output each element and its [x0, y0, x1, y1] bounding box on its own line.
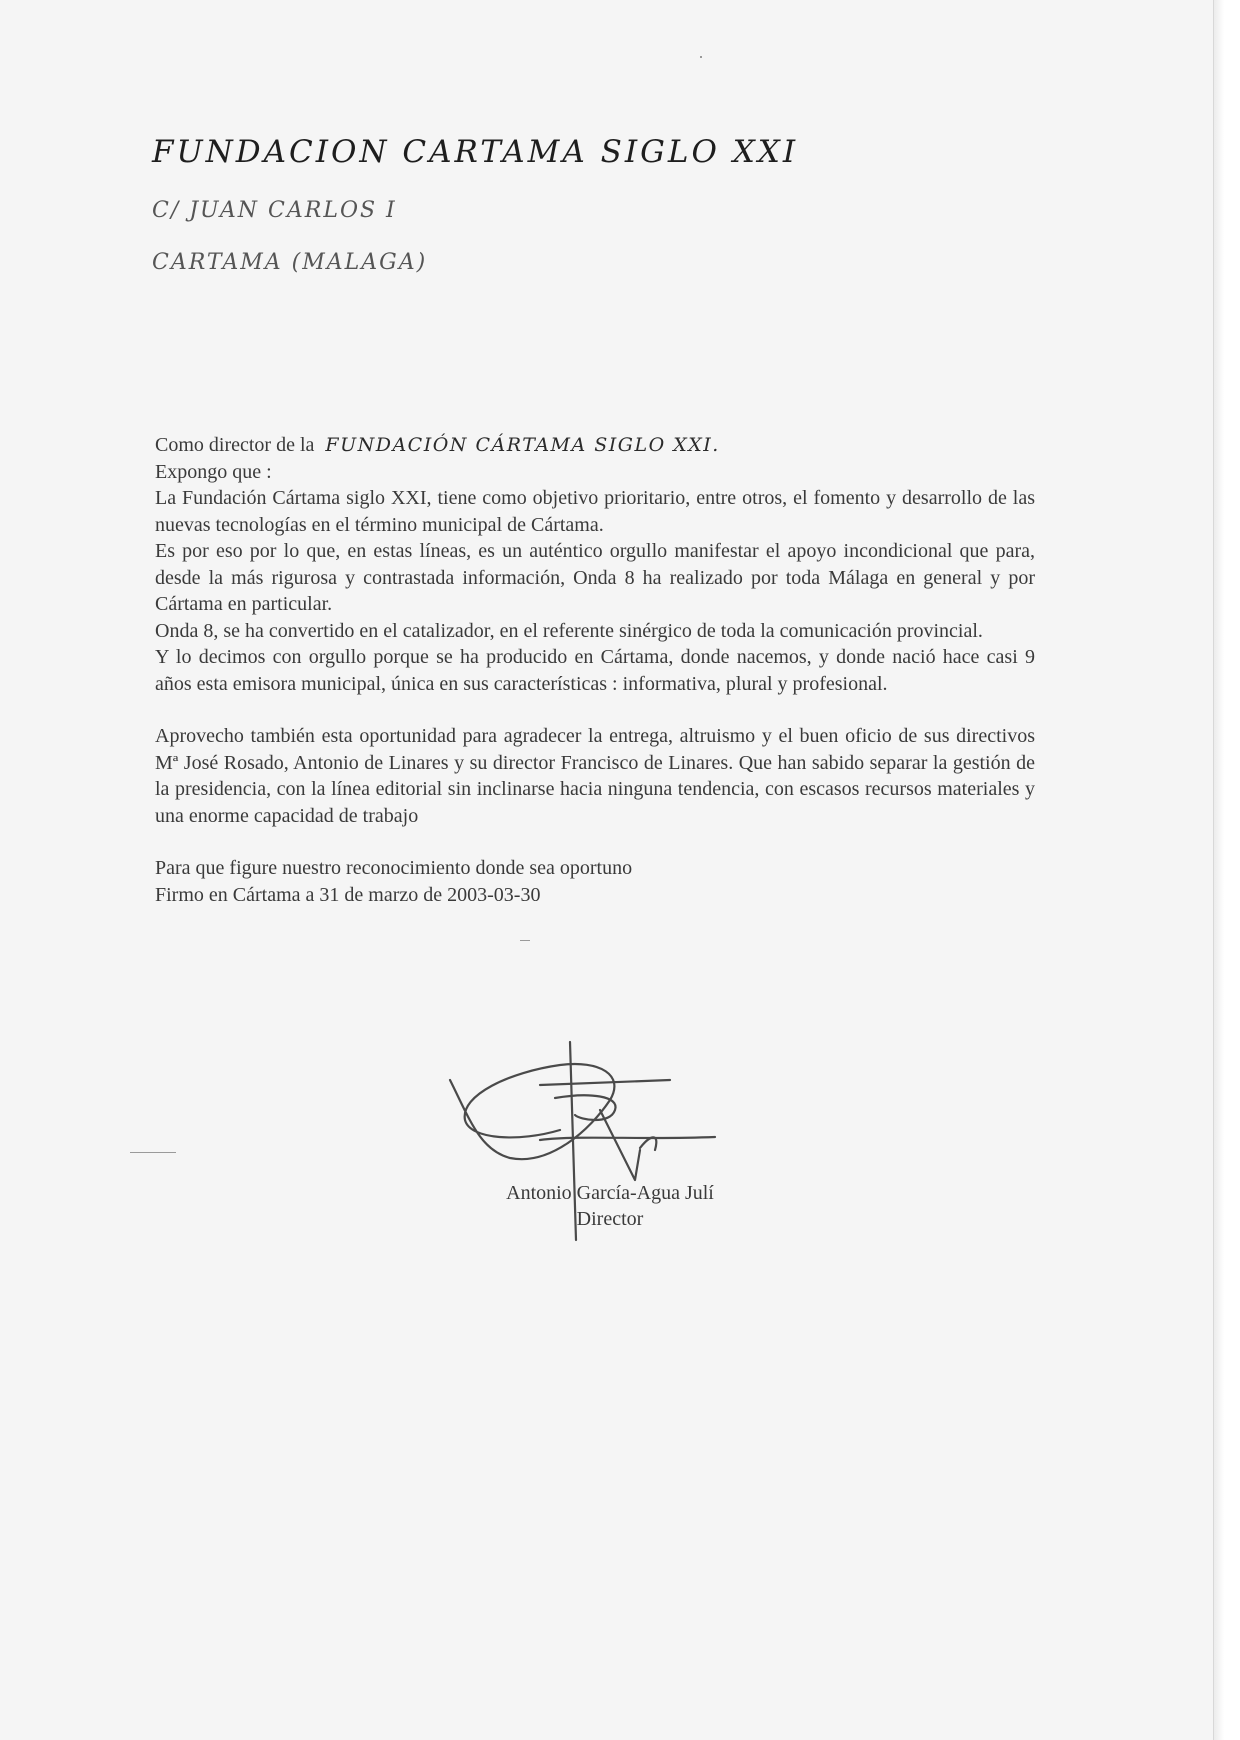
letterhead-street: C/ JUAN CARLOS I [152, 198, 397, 223]
scan-speck [520, 940, 530, 941]
paragraph-thanks: Aprovecho también esta oportunidad para agradecer la entrega, altruismo y el buen oficio de sus directivos Mª José Rosado, Antonio de Linares y su director Francisco de Linares. Que han sabido separar la gestión de la presidencia, con la línea editorial sin inclinarse hacia ninguna tendencia, con escasos recursos materiales y una enorme capacidad de trabajo [155, 725, 1035, 827]
signature-block [440, 1040, 780, 1250]
scan-speck [130, 1152, 176, 1153]
closing-recognition: Para que figure nuestro reconocimiento donde sea oportuno [155, 857, 633, 879]
letter-body [155, 432, 1035, 908]
letterhead [152, 134, 798, 276]
letterhead-city: CARTAMA (MALAGA) [152, 250, 428, 275]
signer-name: Antonio García-Agua Julí [506, 1182, 714, 1204]
paragraph-objective: La Fundación Cártama siglo XXI, tiene como objetivo prioritario, entre otros, el fomento y desarrollo de las nuevas tecnologías en el término municipal de Cártama. [155, 487, 1035, 536]
paragraph-gap [155, 829, 1035, 855]
intro-prefix: Como director de la [155, 434, 315, 456]
closing-date: Firmo en Cártama a 31 de marzo de 2003-03-30 [155, 883, 541, 906]
signer-title: Director [576, 1208, 644, 1230]
paragraph-gap [155, 697, 1035, 723]
expongo-line: Expongo que : [155, 460, 272, 483]
paragraph-support: Es por eso por lo que, en estas líneas, es un auténtico orgullo manifestar el apoyo incondicional que para, desde la más rigurosa y contrastada información, Onda 8 ha realizado por toda Málaga en general y por Cártama en particular. [155, 540, 1035, 615]
scan-speck [700, 56, 702, 58]
paragraph-pride: Y lo decimos con orgullo porque se ha producido en Cártama, donde nacemos, y donde nació hace casi 9 años esta emisora municipal, única en sus características : informativa, plural y profesional. [155, 646, 1035, 695]
paper-edge [1213, 0, 1240, 1740]
intro-foundation-name: FUNDACIÓN CÁRTAMA SIGLO XXI. [325, 434, 720, 456]
foundation-name: FUNDACION CARTAMA SIGLO XXI [152, 134, 799, 170]
paragraph-catalyst: Onda 8, se ha convertido en el catalizador, en el referente sinérgico de toda la comunicación provincial. [155, 619, 983, 642]
intro-line [155, 432, 1035, 459]
